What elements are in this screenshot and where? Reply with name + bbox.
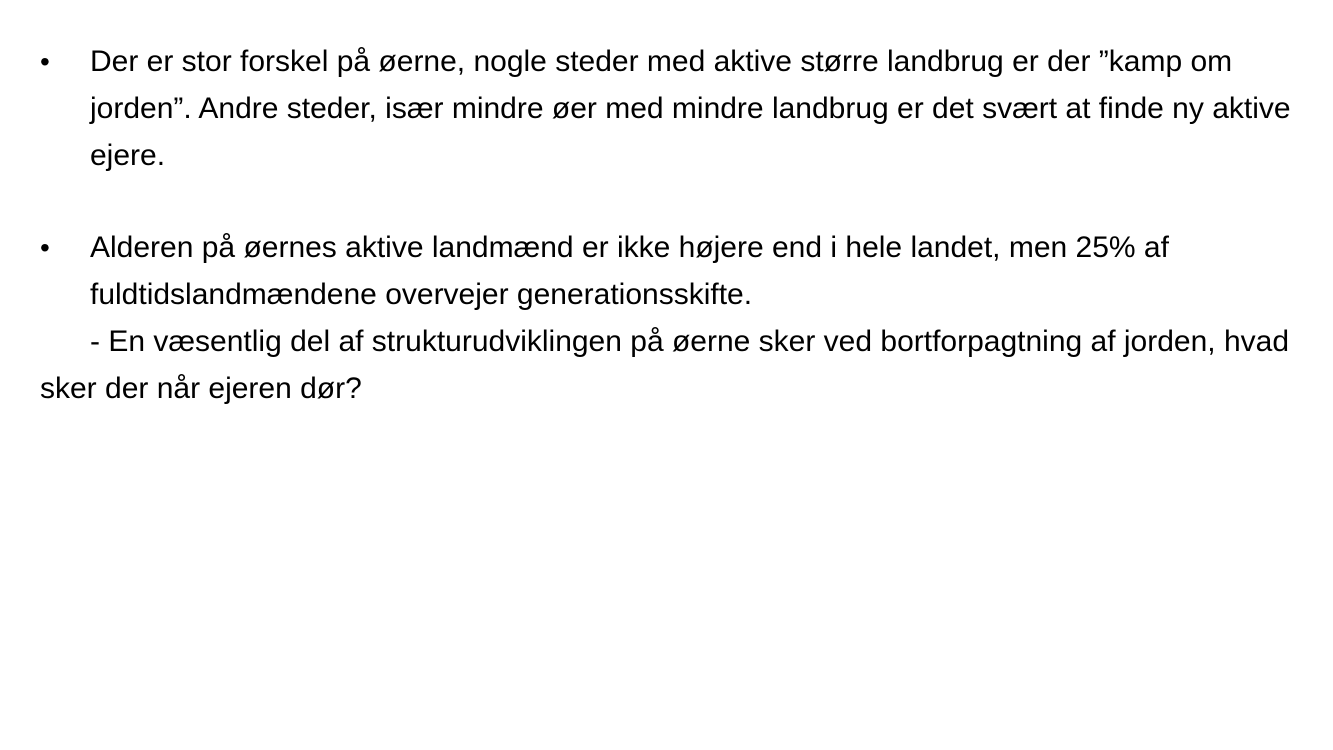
bullet-marker: • — [40, 232, 50, 263]
bullet-item — [40, 224, 1310, 318]
bullet-marker: • — [40, 46, 50, 77]
sub-point-text: - En væsentlig del af strukturudviklingen på øerne sker ved bortforpagtning af jorden, hvad sker der når ejeren dør? — [40, 325, 1290, 405]
bullet-text: Alderen på øernes aktive landmænd er ikke højere end i hele landet, men 25% af fuldtidslandmændene overvejer generationsskifte. — [90, 231, 1169, 311]
bullet-text: Der er stor forskel på øerne, nogle steder med aktive større landbrug er der ”kamp om jorden”. Andre steder, især mindre øer med mindre landbrug er det svært at finde ny aktive ejere. — [90, 45, 1291, 172]
bullet-item — [40, 38, 1310, 179]
